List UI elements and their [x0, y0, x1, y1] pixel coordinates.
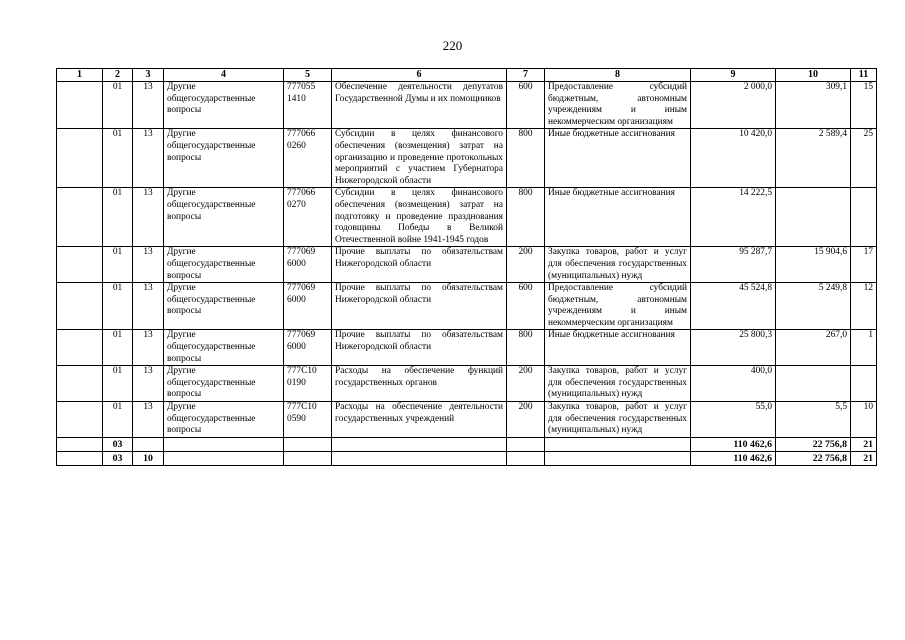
cell-number	[57, 402, 103, 438]
cell-amount-planned: 55,0	[691, 402, 776, 438]
cell-expense-code: 600	[507, 283, 545, 330]
cell-subsection	[133, 437, 164, 451]
cell-number	[57, 366, 103, 402]
cell-number	[57, 283, 103, 330]
col-header-4: 4	[164, 69, 284, 82]
cell-expense-type: Иные бюджетные ассигнования	[545, 330, 691, 366]
cell-amount-executed: 2 589,4	[776, 129, 851, 188]
cell-number	[57, 129, 103, 188]
cell-amount-planned: 400,0	[691, 366, 776, 402]
cell-target-code: 777055 1410	[284, 82, 332, 129]
col-header-1: 1	[57, 69, 103, 82]
cell-amount-executed	[776, 188, 851, 247]
cell-percent: 10	[851, 402, 877, 438]
cell-section-name: Другие общегосударственные вопросы	[164, 283, 284, 330]
cell-target-code: 777С10 0190	[284, 366, 332, 402]
cell-amount-planned: 10 420,0	[691, 129, 776, 188]
cell-expense-code: 600	[507, 82, 545, 129]
cell-expense-code: 800	[507, 129, 545, 188]
cell-amount-planned: 45 524,8	[691, 283, 776, 330]
cell-amount-executed: 5 249,8	[776, 283, 851, 330]
cell-amount-executed: 22 756,8	[776, 437, 851, 451]
col-header-2: 2	[103, 69, 133, 82]
cell-number	[57, 247, 103, 283]
cell-percent: 17	[851, 247, 877, 283]
cell-section: 01	[103, 402, 133, 438]
cell-subsection: 13	[133, 247, 164, 283]
col-header-6: 6	[332, 69, 507, 82]
cell-section-name: Другие общегосударственные вопросы	[164, 82, 284, 129]
header-row	[57, 69, 877, 82]
cell-section-name: Другие общегосударственные вопросы	[164, 330, 284, 366]
col-header-10: 10	[776, 69, 851, 82]
table-row	[57, 402, 877, 438]
cell-percent: 12	[851, 283, 877, 330]
cell-amount-executed: 309,1	[776, 82, 851, 129]
cell-section: 01	[103, 188, 133, 247]
cell-number	[57, 188, 103, 247]
cell-expense-type	[545, 451, 691, 465]
col-header-7: 7	[507, 69, 545, 82]
table-row	[57, 247, 877, 283]
cell-description: Прочие выплаты по обязательствам Нижегородской области	[332, 247, 507, 283]
cell-section-name: Другие общегосударственные вопросы	[164, 247, 284, 283]
table-row	[57, 366, 877, 402]
cell-target-code: 777С10 0590	[284, 402, 332, 438]
col-header-11: 11	[851, 69, 877, 82]
cell-expense-code: 200	[507, 366, 545, 402]
cell-expense-type: Иные бюджетные ассигнования	[545, 188, 691, 247]
cell-section-name: Другие общегосударственные вопросы	[164, 366, 284, 402]
cell-section: 03	[103, 437, 133, 451]
cell-subsection: 13	[133, 330, 164, 366]
cell-amount-executed: 22 756,8	[776, 451, 851, 465]
cell-section: 03	[103, 451, 133, 465]
cell-number	[57, 330, 103, 366]
col-header-8: 8	[545, 69, 691, 82]
cell-expense-code	[507, 437, 545, 451]
cell-target-code: 777069 6000	[284, 330, 332, 366]
cell-expense-code: 800	[507, 188, 545, 247]
cell-description	[332, 451, 507, 465]
cell-amount-planned: 2 000,0	[691, 82, 776, 129]
cell-subsection: 13	[133, 402, 164, 438]
cell-percent: 25	[851, 129, 877, 188]
table-row	[57, 188, 877, 247]
cell-target-code: 777069 6000	[284, 247, 332, 283]
cell-subsection: 13	[133, 188, 164, 247]
table-row	[57, 82, 877, 129]
cell-percent	[851, 188, 877, 247]
cell-target-code	[284, 437, 332, 451]
cell-number	[57, 437, 103, 451]
cell-target-code: 777066 0260	[284, 129, 332, 188]
cell-expense-type: Закупка товаров, работ и услуг для обеспечения государственных (муниципальных) нужд	[545, 366, 691, 402]
cell-section: 01	[103, 330, 133, 366]
cell-expense-type	[545, 437, 691, 451]
col-header-9: 9	[691, 69, 776, 82]
cell-expense-type: Закупка товаров, работ и услуг для обеспечения государственных (муниципальных) нужд	[545, 247, 691, 283]
cell-percent: 15	[851, 82, 877, 129]
cell-section-name	[164, 437, 284, 451]
cell-description: Прочие выплаты по обязательствам Нижегородской области	[332, 330, 507, 366]
cell-section: 01	[103, 82, 133, 129]
cell-amount-planned: 110 462,6	[691, 451, 776, 465]
table-row	[57, 330, 877, 366]
cell-description: Расходы на обеспечение функций государственных органов	[332, 366, 507, 402]
cell-target-code	[284, 451, 332, 465]
cell-amount-planned: 14 222,5	[691, 188, 776, 247]
cell-subsection: 13	[133, 283, 164, 330]
cell-section-name: Другие общегосударственные вопросы	[164, 188, 284, 247]
cell-percent: 1	[851, 330, 877, 366]
total-row	[57, 451, 877, 465]
cell-expense-type: Предоставление субсидий бюджетным, автономным учреждениям и иным некоммерческим организациям	[545, 82, 691, 129]
cell-description: Расходы на обеспечение деятельности государственных учреждений	[332, 402, 507, 438]
cell-description: Прочие выплаты по обязательствам Нижегородской области	[332, 283, 507, 330]
cell-section: 01	[103, 247, 133, 283]
table-row	[57, 129, 877, 188]
cell-number	[57, 82, 103, 129]
cell-number	[57, 451, 103, 465]
cell-percent: 21	[851, 451, 877, 465]
cell-section-name: Другие общегосударственные вопросы	[164, 402, 284, 438]
cell-amount-executed: 15 904,6	[776, 247, 851, 283]
cell-amount-executed: 267,0	[776, 330, 851, 366]
total-row	[57, 437, 877, 451]
table-row	[57, 283, 877, 330]
cell-amount-executed	[776, 366, 851, 402]
cell-amount-planned: 25 800,3	[691, 330, 776, 366]
cell-expense-type: Закупка товаров, работ и услуг для обеспечения государственных (муниципальных) нужд	[545, 402, 691, 438]
cell-percent	[851, 366, 877, 402]
cell-subsection: 10	[133, 451, 164, 465]
col-header-3: 3	[133, 69, 164, 82]
cell-section-name: Другие общегосударственные вопросы	[164, 129, 284, 188]
cell-amount-planned: 110 462,6	[691, 437, 776, 451]
cell-percent: 21	[851, 437, 877, 451]
cell-subsection: 13	[133, 366, 164, 402]
cell-description: Обеспечение деятельности депутатов Государственной Думы и их помощников	[332, 82, 507, 129]
cell-section: 01	[103, 129, 133, 188]
cell-amount-executed: 5,5	[776, 402, 851, 438]
cell-description: Субсидии в целях финансового обеспечения (возмещения) затрат на организацию и проведение протокольных мероприятий с участием Губернатора Нижегородской области	[332, 129, 507, 188]
cell-expense-type: Иные бюджетные ассигнования	[545, 129, 691, 188]
cell-description	[332, 437, 507, 451]
col-header-5: 5	[284, 69, 332, 82]
cell-expense-type: Предоставление субсидий бюджетным, автономным учреждениям и иным некоммерческим организациям	[545, 283, 691, 330]
cell-section: 01	[103, 283, 133, 330]
cell-subsection: 13	[133, 82, 164, 129]
cell-target-code: 777066 0270	[284, 188, 332, 247]
cell-description: Субсидии в целях финансового обеспечения (возмещения) затрат на подготовку и проведение празднования годовщины Победы в Великой Отечественной войне 1941-1945 годов	[332, 188, 507, 247]
cell-subsection: 13	[133, 129, 164, 188]
cell-expense-code: 200	[507, 402, 545, 438]
cell-target-code: 777069 6000	[284, 283, 332, 330]
cell-expense-code: 200	[507, 247, 545, 283]
page-number: 220	[442, 38, 463, 53]
cell-expense-code: 800	[507, 330, 545, 366]
cell-expense-code	[507, 451, 545, 465]
cell-section: 01	[103, 366, 133, 402]
cell-section-name	[164, 451, 284, 465]
budget-table	[56, 68, 877, 466]
cell-amount-planned: 95 287,7	[691, 247, 776, 283]
